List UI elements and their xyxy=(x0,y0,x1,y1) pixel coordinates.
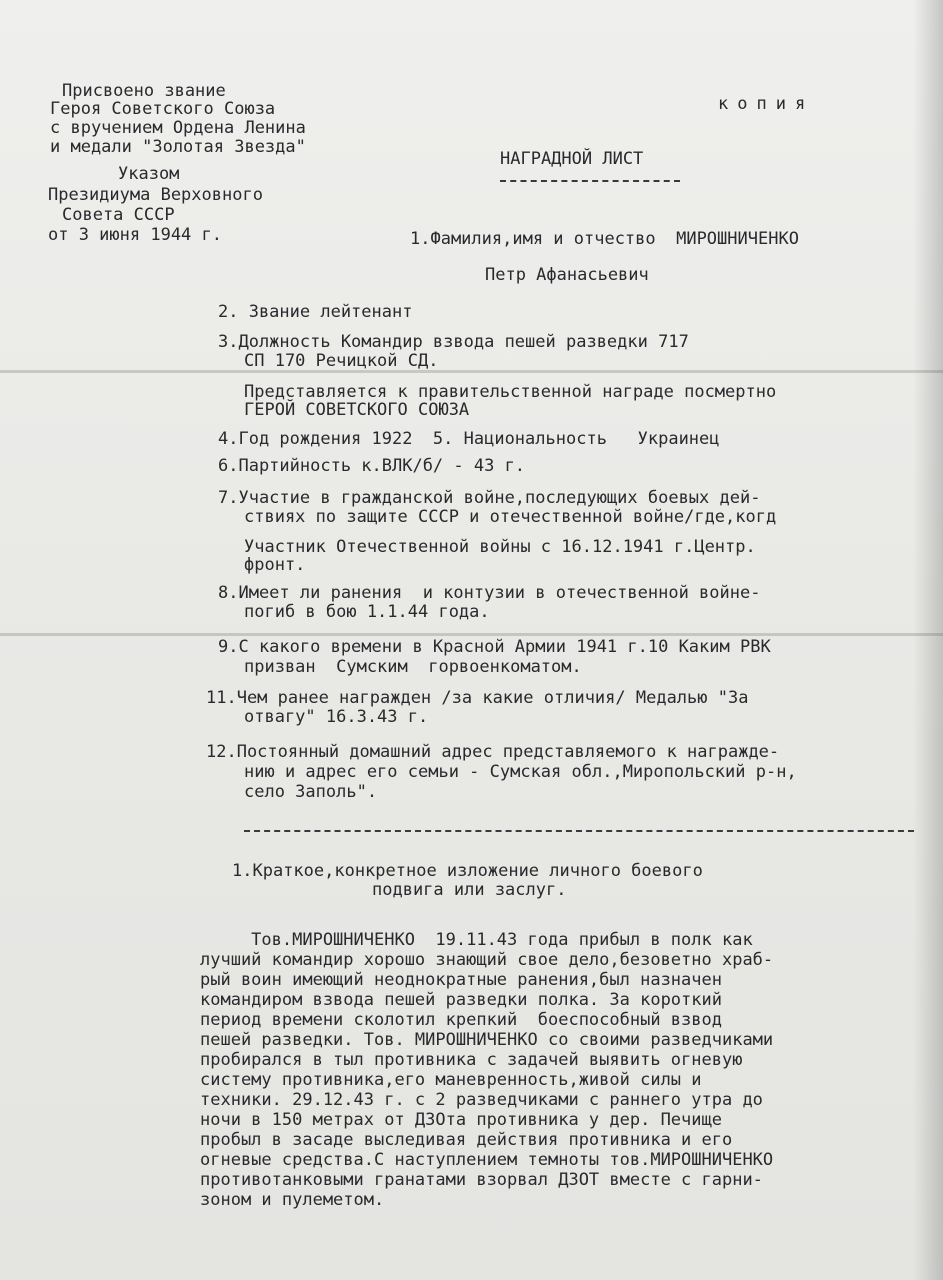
fold-line xyxy=(0,370,943,373)
field-army-since: 9.С какого времени в Красной Армии 1941 г.10 Каким РВК xyxy=(218,637,771,657)
decree-soviet: Совета СССР xyxy=(62,205,175,225)
section-divider xyxy=(244,830,914,832)
narrative-line: лучший командир хорошо знающий свое дело,безоветно храб- xyxy=(200,950,774,970)
section-heading-cont: подвига или заслуг. xyxy=(372,880,567,900)
narrative-line: пробирался в тыл противника с задачей выявить огневую xyxy=(200,1050,743,1070)
narrative-line: противотанковыми гранатами взорвал ДЗОТ вместе с гарни- xyxy=(200,1170,763,1190)
field-drafted-by: призван Сумским горвоенкоматом. xyxy=(244,657,582,677)
document-title: НАГРАДНОЙ ЛИСТ xyxy=(500,149,644,169)
field-wounds-answer: погиб в бою 1.1.44 года. xyxy=(244,602,490,622)
field-address-end: село Заполь". xyxy=(244,782,378,802)
narrative-line: командиром взвода пешей разведки полка. За короткий xyxy=(200,990,722,1010)
decree-line: Присвоено звание xyxy=(62,81,226,101)
field-presented: Представляется к правительственной награде посмертно xyxy=(244,382,777,402)
decree-line: Героя Советского Союза xyxy=(50,99,276,119)
fold-line xyxy=(0,633,943,636)
field-presented-award: ГЕРОЙ СОВЕТСКОГО СОЮЗА xyxy=(244,400,470,420)
narrative-line: пробыл в засаде выследивая действия противника и его xyxy=(200,1130,733,1150)
field-name: 1.Фамилия,имя и отчество МИРОШНИЧЕНКО xyxy=(410,229,799,249)
section-heading: 1.Краткое,конкретное изложение личного боевого xyxy=(232,861,703,881)
field-participation-answer: Участник Отечественной войны с 16.12.1941 г.Центр. xyxy=(244,537,756,557)
field-participation-answer-cont: фронт. xyxy=(244,555,306,575)
field-awards: 11.Чем ранее награжден /за какие отличия/ Медалью "За xyxy=(206,688,749,708)
field-birth-nationality: 4.Год рождения 1922 5. Национальность Украинец xyxy=(218,429,720,449)
copy-label: копия xyxy=(718,94,815,114)
narrative-line: систему противника,его маневренность,живой силы и xyxy=(200,1070,702,1090)
decree-ukazom: Указом xyxy=(118,164,180,184)
narrative-line: техники. 29.12.43 г. с 2 разведчиками с раннего утра до xyxy=(200,1090,763,1110)
decree-line: с вручением Ордена Ленина xyxy=(50,118,306,138)
field-participation: 7.Участие в гражданской войне,последующих боевых дей- xyxy=(218,488,761,508)
narrative-line: зоном и пулеметом. xyxy=(200,1190,385,1210)
decree-date: от 3 июня 1944 г. xyxy=(48,225,222,245)
narrative-line: ночи в 150 метрах от ДЗОта противника у дер. Печище xyxy=(200,1110,722,1130)
field-participation-cont: ствиях по защите СССР и отечественной войне/где,когд xyxy=(244,507,777,527)
field-position-cont: СП 170 Речицкой СД. xyxy=(244,351,439,371)
field-address-cont: нию и адрес его семьи - Сумская обл.,Миропольский р-н, xyxy=(244,762,797,782)
field-awards-cont: отвагу" 16.3.43 г. xyxy=(244,707,429,727)
field-name-given: Петр Афанасьевич xyxy=(485,265,649,285)
field-position: 3.Должность Командир взвода пешей разведки 717 xyxy=(218,332,689,352)
narrative-line: рый воин имеющий неоднократные ранения,был назначен xyxy=(200,970,722,990)
field-party: 6.Партийность к.ВЛК/б/ - 43 г. xyxy=(218,456,526,476)
narrative-line: огневые средства.С наступлением темноты тов.МИРОШНИЧЕНКО xyxy=(200,1150,774,1170)
title-underline xyxy=(500,180,680,182)
narrative-line: пешей разведки. Тов. МИРОШНИЧЕНКО со своими разведчиками xyxy=(200,1030,774,1050)
field-wounds: 8.Имеет ли ранения и контузии в отечественной войне- xyxy=(218,583,761,603)
field-rank: 2. Звание лейтенант xyxy=(218,302,413,322)
decree-line: и медали "Золотая Звезда" xyxy=(50,137,306,157)
decree-presidium: Президиума Верховного xyxy=(48,185,263,205)
narrative-text xyxy=(200,930,920,1210)
field-address: 12.Постоянный домашний адрес представляемого к награжде- xyxy=(206,742,780,762)
narrative-line: Тов.МИРОШНИЧЕНКО 19.11.43 года прибыл в полк как xyxy=(200,930,753,950)
narrative-line: период времени сколотил крепкий боеспособный взвод xyxy=(200,1010,722,1030)
